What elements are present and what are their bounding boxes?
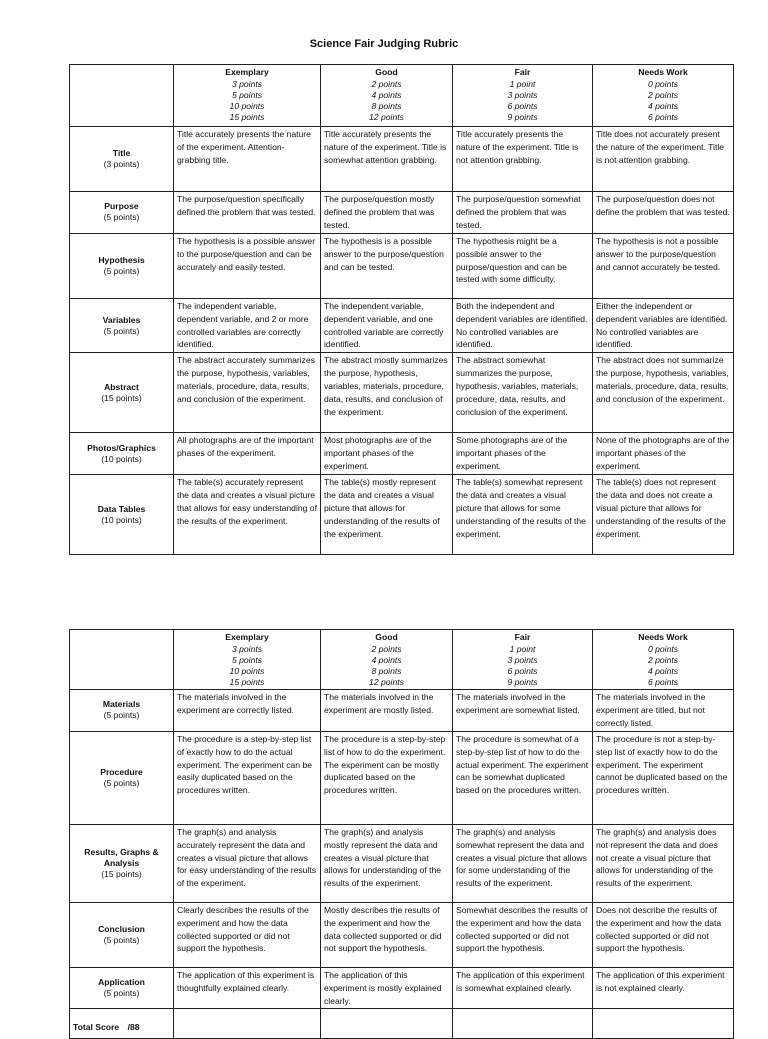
criterion-cell [70,690,174,732]
rubric-cell: The purpose/question mostly defined the problem that was tested. [321,192,453,234]
criterion-points: (5 points) [103,710,140,721]
rubric-cell: Title accurately presents the nature of the experiment. Title is somewhat attention grabbing. [321,127,453,192]
header-row [70,65,734,127]
rubric-cell: All photographs are of the important phases of the experiment. [174,433,321,475]
level-points: 1 point [509,643,536,654]
criterion-row-abstract [70,353,734,433]
rubric-cell: Title accurately presents the nature of the experiment. Title is not attention grabbing. [453,127,593,192]
level-points: 6 points [647,111,679,122]
criterion-points: (10 points) [101,453,142,464]
criterion-name: Data Tables [97,503,146,514]
rubric-cell: The procedure is not a step-by-step list of exactly how to do the experiment. The experiment cannot be duplicated based on the procedures written. [593,731,734,824]
criterion-points: (5 points) [103,212,140,223]
corner-cell [70,630,174,690]
criterion-row-application [70,967,734,1009]
criterion-cell [70,433,174,475]
rubric-cell: The independent variable, dependent variable, and 2 or more controlled variables are correctly identified. [174,298,321,353]
criterion-row-photos-graphics [70,433,734,475]
page-title: Science Fair Judging Rubric [309,38,459,50]
criterion-name: Results, Graphs & Analysis [84,846,159,868]
rubric-cell: The application of this experiment is not explained clearly. [593,967,734,1009]
criterion-points: (5 points) [103,777,140,788]
header-row [70,630,734,690]
rubric-cell: The procedure is somewhat of a step-by-step list of how to do the actual experiment. The experiment can be somewhat duplicated based on the procedures written. [453,731,593,824]
criterion-cell [70,127,174,192]
level-points: 4 points [371,654,402,665]
criterion-row-conclusion [70,902,734,967]
criterion-name: Title [112,148,131,158]
rubric-cell: The table(s) accurately represent the data and creates a visual picture that allows for easy understanding of the results of the experiment. [174,475,321,555]
level-points: 6 points [507,665,538,676]
level-points: 3 points [231,643,263,654]
level-name: Fair [514,632,531,642]
level-name: Needs Work [638,632,688,642]
level-points: 12 points [369,111,404,122]
level-header-exemplary [174,630,321,690]
criterion-points: (15 points) [101,392,142,403]
criterion-name: Hypothesis [98,254,145,265]
criterion-name: Variables [102,314,141,325]
rubric-cell: The graph(s) and analysis mostly represent the data and creates a visual picture that allows for understanding of the results of the experiment. [321,824,453,902]
criterion-row-materials [70,690,734,732]
criterion-row-procedure [70,731,734,824]
criterion-cell [70,902,174,967]
level-name: Needs Work [638,67,688,77]
level-points: 4 points [371,89,402,100]
criterion-cell [70,475,174,555]
rubric-cell: The graph(s) and analysis somewhat represent the data and creates a visual picture that allows for some understanding of the results of the experiment. [453,824,593,902]
rubric-cell: The procedure is a step-by-step list of how to do the experiment. The experiment can be mostly duplicated based on the procedures written. [321,731,453,824]
level-points: 1 point [509,78,536,89]
rubric-cell: None of the photographs are of the important phases of the experiment. [593,433,734,475]
level-points: 8 points [371,665,402,676]
rubric-cell: The purpose/question somewhat defined the problem that was tested. [453,192,593,234]
criterion-name: Materials [102,699,141,710]
rubric-cell: The abstract does not summarize the purpose, hypothesis, variables, materials, procedure, data, results, and conclusion of the experiment. [593,353,734,433]
rubric-cell: Title accurately presents the nature of the experiment. Attention-grabbing title. [174,127,321,192]
level-points: 2 points [647,89,679,100]
rubric-table-2 [69,629,734,1039]
level-header-needs-work [593,630,734,690]
criterion-cell [70,731,174,824]
criterion-name: Conclusion [98,923,145,934]
rubric-cell: Most photographs are of the important phases of the experiment. [321,433,453,475]
rubric-cell: The graph(s) and analysis does not represent the data and does not create a visual picture that allows for understanding of the results of the experiment. [593,824,734,902]
rubric-cell: The abstract somewhat summarizes the purpose, hypothesis, variables, materials, procedure, data, results, and conclusion of the experiment. [453,353,593,433]
level-points: 15 points [229,676,265,687]
rubric-cell: Title does not accurately present the nature of the experiment. Title is not attention grabbing. [593,127,734,192]
rubric-cell: Clearly describes the results of the experiment and how the data collected supported or did not support the hypothesis. [174,902,321,967]
rubric-cell: The hypothesis is a possible answer to the purpose/question and can be tested. [321,233,453,298]
criterion-points: (3 points) [103,159,140,169]
rubric-cell: The application of this experiment is thoughtfully explained clearly. [174,967,321,1009]
rubric-cell: The hypothesis might be a possible answer to the purpose/question and can be tested with some difficulty. [453,233,593,298]
level-header-fair [453,630,593,690]
criterion-cell [70,233,174,298]
rubric-cell: The hypothesis is not a possible answer to the purpose/question and cannot accurately be tested. [593,233,734,298]
criterion-cell [70,353,174,433]
level-points: 4 points [647,665,679,676]
rubric-table-1 [69,64,734,555]
criterion-name: Procedure [100,766,143,777]
criterion-cell [70,298,174,353]
level-points: 6 points [647,676,679,687]
rubric-cell: The materials involved in the experiment are correctly listed. [174,690,321,732]
level-points: 5 points [231,654,263,665]
criterion-row-variables [70,298,734,353]
level-points: 3 points [507,654,538,665]
criterion-cell [70,824,174,902]
criterion-points: (10 points) [101,514,142,525]
rubric-cell: The table(s) does not represent the data and does not create a visual picture that allows for understanding of the results of the experiment. [593,475,734,555]
level-points: 0 points [647,78,679,89]
rubric-cell: The purpose/question does not define the problem that was tested. [593,192,734,234]
rubric-cell: The materials involved in the experiment are mostly listed. [321,690,453,732]
rubric-cell: The application of this experiment is mostly explained clearly. [321,967,453,1009]
criterion-name: Purpose [104,201,139,212]
criterion-cell [70,967,174,1009]
level-name: Good [375,632,398,642]
rubric-cell: The purpose/question specifically defined the problem that was tested. [174,192,321,234]
rubric-cell: The table(s) somewhat represent the data and creates a visual picture that allows for some understanding of the results of the experiment. [453,475,593,555]
level-points: 3 points [231,78,263,89]
rubric-cell: Does not describe the results of the experiment and how the data collected supported or did not support the hypothesis. [593,902,734,967]
level-header-fair [453,65,593,127]
criterion-row-purpose [70,192,734,234]
total-score-label: Total Score [73,1022,120,1033]
criterion-points: (15 points) [101,868,142,879]
rubric-cell: The independent variable, dependent variable, and one controlled variable are correctly identified. [321,298,453,353]
criterion-name: Application [98,977,145,988]
total-score-value: /88 [127,1022,140,1033]
criterion-points: (5 points) [103,934,140,945]
rubric-cell: The materials involved in the experiment are somewhat listed. [453,690,593,732]
criterion-name: Photos/Graphics [87,442,156,453]
level-points: 10 points [229,100,265,111]
level-points: 15 points [229,111,265,122]
level-points: 10 points [229,665,265,676]
level-points: 6 points [507,100,538,111]
level-points: 0 points [647,643,679,654]
rubric-cell: The procedure is a step-by-step list of exactly how to do the actual experiment. The experiment can be easily duplicated based on the procedures written. [174,731,321,824]
rubric-cell: The hypothesis is a possible answer to the purpose/question and can be accurately and easily tested. [174,233,321,298]
level-name: Good [375,67,398,77]
rubric-cell: Somewhat describes the results of the experiment and how the data collected supported or did not support the hypothesis. [453,902,593,967]
criterion-points: (5 points) [103,265,140,276]
level-name: Exemplary [225,632,269,642]
rubric-cell: Both the independent and dependent variables are identified. No controlled variables are identified. [453,298,593,353]
rubric-cell: The table(s) mostly represent the data and creates a visual picture that allows for understanding of the results of the experiment. [321,475,453,555]
level-name: Exemplary [225,67,269,77]
level-points: 2 points [647,654,679,665]
rubric-cell: The abstract mostly summarizes the purpose, hypothesis, variables, materials, procedure, data, results, and conclusion of the experiment. [321,353,453,433]
rubric-cell: The application of this experiment is somewhat explained clearly. [453,967,593,1009]
criterion-row-results-graphs-analysis [70,824,734,902]
level-points: 2 points [371,78,402,89]
level-points: 8 points [371,100,402,111]
corner-cell [70,65,174,127]
level-points: 3 points [507,89,538,100]
rubric-cell: Some photographs are of the important phases of the experiment. [453,433,593,475]
rubric-cell: The materials involved in the experiment are titled, but not correctly listed. [593,690,734,732]
criterion-row-data-tables [70,475,734,555]
level-header-needs-work [593,65,734,127]
level-points: 9 points [507,676,538,687]
criterion-name: Abstract [104,381,139,392]
level-header-good [321,630,453,690]
rubric-cell: Mostly describes the results of the experiment and how the data collected supported or did not support the hypothesis. [321,902,453,967]
level-header-exemplary [174,65,321,127]
criterion-points: (5 points) [103,325,140,336]
criterion-points: (5 points) [103,988,140,999]
rubric-cell: The abstract accurately summarizes the purpose, hypothesis, variables, materials, procedure, data, results, and conclusion of the experiment. [174,353,321,433]
level-points: 4 points [647,100,679,111]
rubric-cell: Either the independent or dependent variables are identified. No controlled variables are identified. [593,298,734,353]
level-points: 12 points [369,676,404,687]
rubric-cell: The graph(s) and analysis accurately represent the data and creates a visual picture that allows for easy understanding of the results of the experiment. [174,824,321,902]
level-points: 5 points [231,89,263,100]
criterion-row-hypothesis [70,233,734,298]
level-header-good [321,65,453,127]
level-name: Fair [514,67,531,77]
criterion-cell [70,192,174,234]
level-points: 2 points [371,643,402,654]
criterion-row-title [70,127,734,192]
level-points: 9 points [507,111,538,122]
